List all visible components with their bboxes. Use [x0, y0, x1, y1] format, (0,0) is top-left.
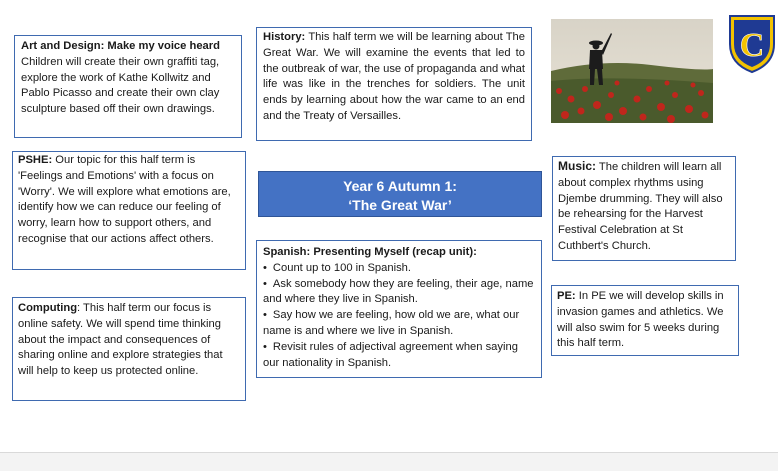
computing-heading: Computing: [18, 302, 78, 314]
spanish-heading: Spanish: Presenting Myself (recap unit):: [263, 246, 477, 258]
history-body: This half term we will be learning about The Great War. We will examine the events that led to the outbreak of war, the use of propaganda and what life was like in the trenches for soldiers. The unit ends by learning about how the war came to an end and the Treaty of Versailles.: [263, 31, 525, 122]
pe-box: [551, 285, 739, 356]
history-heading: History:: [263, 31, 306, 43]
list-item: • Count up to 100 in Spanish.: [263, 261, 412, 274]
page-title-line2: ‘The Great War’: [348, 197, 452, 213]
pe-heading: PE:: [557, 290, 576, 302]
pshe-box: [12, 151, 246, 270]
history-box: [256, 27, 532, 141]
art-design-box: [14, 35, 242, 138]
list-item: • Ask somebody how they are feeling, their age, name and where they live in Spanish.: [263, 277, 534, 306]
page-title: [258, 171, 542, 217]
list-item: • Say how we are feeling, how old we are, what our name is and where we live in Spanish.: [263, 309, 520, 337]
computing-body: : This half term our focus is online safety. We will spend time thinking about the impact and consequences of sharing online and explore strategies that will help to keep us protected online.: [18, 302, 223, 378]
page-title-line1: Year 6 Autumn 1:: [343, 178, 457, 194]
art-design-heading: Art and Design: Make my voice heard: [21, 40, 220, 52]
music-box: [552, 156, 736, 261]
pe-body: In PE we will develop skills in invasion games and athletics. We will also swim for 5 weeks during this half term.: [557, 290, 724, 350]
list-item: • Revisit rules of adjectival agreement when saying our nationality in Spanish.: [263, 340, 518, 369]
crest-letter: C: [739, 27, 765, 64]
window-bottom-bar: [0, 452, 778, 471]
shield-icon: [726, 14, 778, 74]
computing-box: [12, 297, 246, 401]
soldier-silhouette-icon: [551, 19, 713, 123]
music-heading: Music:: [558, 159, 597, 173]
school-crest-logo: [726, 14, 778, 74]
soldier-poppy-field-image: [551, 19, 713, 123]
art-design-body: Children will create their own graffiti tag, explore the work of Kathe Kollwitz and Pablo Picasso and create their own clay sculpture based off their own drawings.: [21, 55, 220, 116]
spanish-box: [256, 240, 542, 378]
spanish-list: [263, 261, 535, 372]
music-body: The children will learn all about complex rhythms using Djembe drumming. They will also be rehearsing for the Harvest Festival Celebration at St Cuthbert's Church.: [558, 161, 723, 252]
pshe-heading: PSHE:: [18, 154, 53, 166]
pshe-body: Our topic for this half term is 'Feelings and Emotions' with a focus on 'Worry'. We will explore what emotions are, identify how we can reduce our feeling of worry, learn how to support others, and recognise that our actions affect others.: [18, 154, 231, 245]
